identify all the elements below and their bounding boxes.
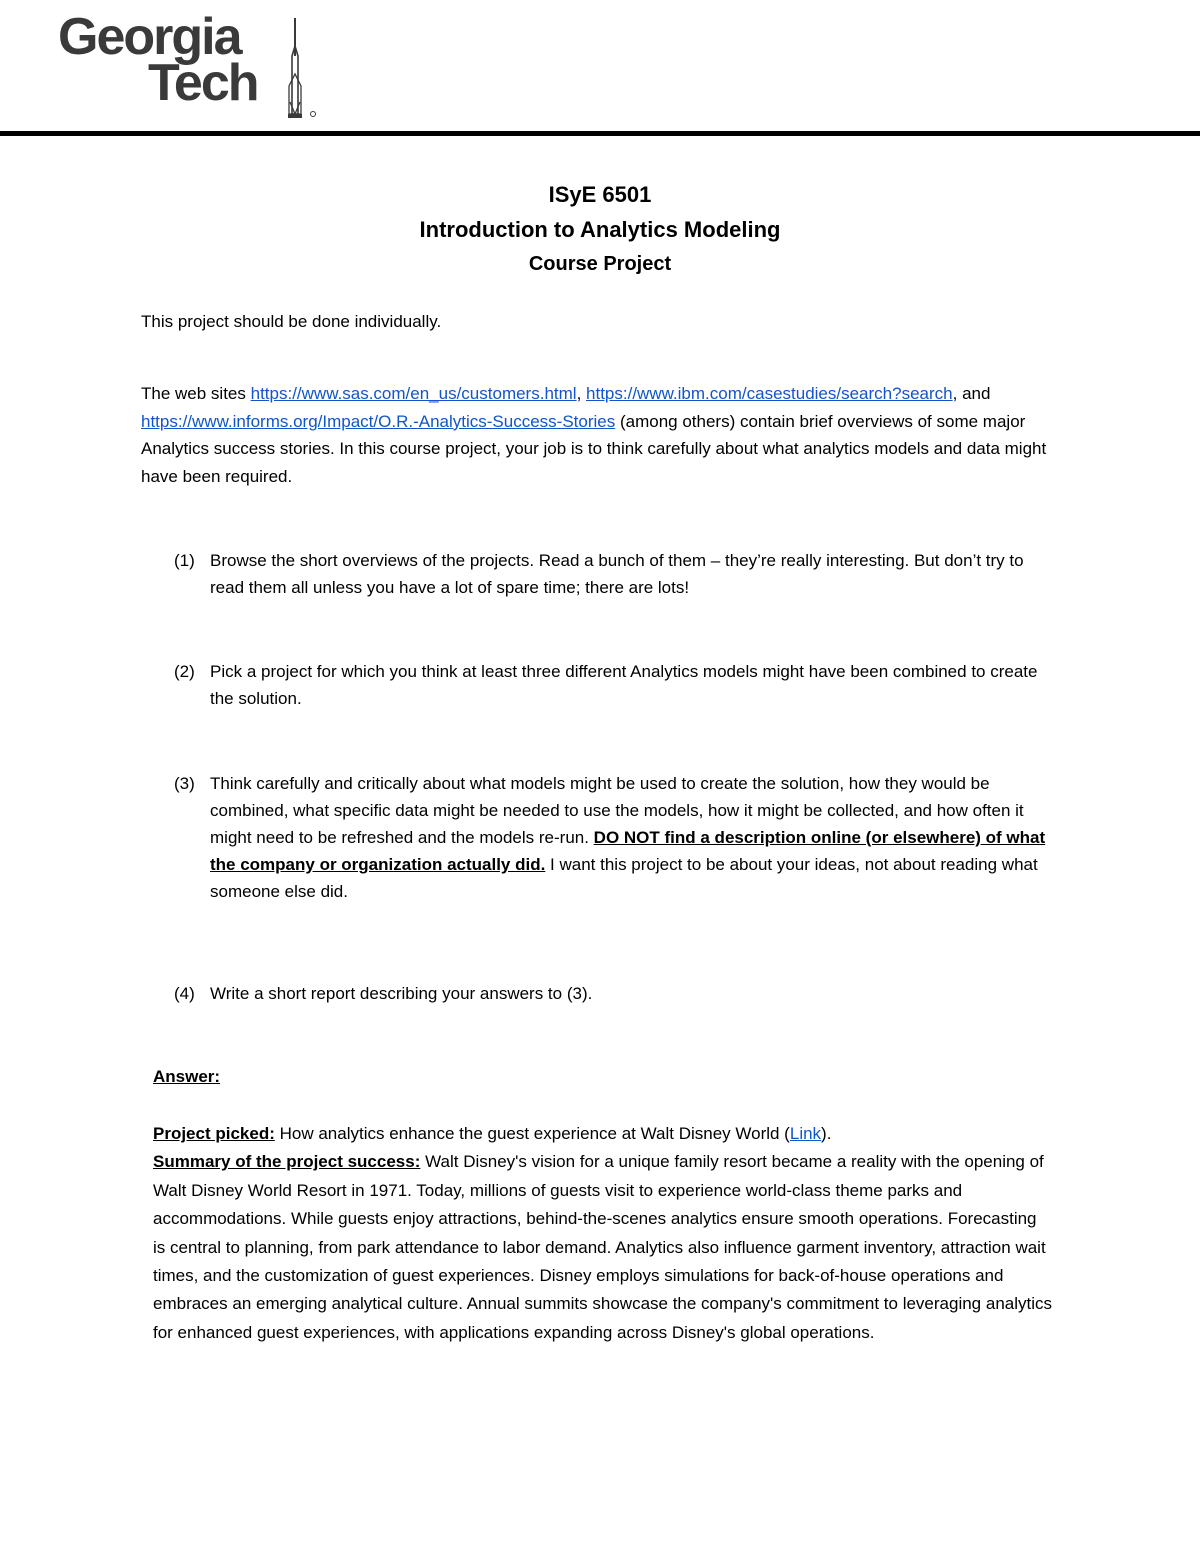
intro-paragraph: This project should be done individually.	[141, 312, 442, 331]
item-text: Browse the short overviews of the projects. Read a bunch of them – they’re really interesting. But don’t try to read them all unless you have a lot of spare time; there are lots!	[210, 551, 1024, 597]
page-header	[0, 0, 1200, 140]
list-item	[174, 547, 1054, 601]
item-number: (3)	[174, 774, 195, 793]
project-link[interactable]: Link	[789, 1124, 822, 1143]
logo-line-1: Georgia	[58, 8, 241, 66]
summary-label: Summary of the project success:	[153, 1152, 421, 1172]
item-text-main: Think carefully and critically about what models might be used to create the solution, how they would be combined, what specific data might be needed to use the models, how it might be collected, and how often it might need to be refreshed and the models re-run.	[210, 774, 1024, 847]
list-item	[174, 658, 1054, 712]
websites-suffix: (among others) contain brief overviews of some major Analytics success stories. In this course project, your job is to think carefully about what analytics models and data might have been required.	[141, 411, 1047, 486]
list-item	[174, 770, 1054, 905]
tech-tower-icon	[286, 16, 320, 122]
item-number: (4)	[174, 984, 195, 1003]
ibm-link[interactable]: https://www.ibm.com/casestudies/search?search	[586, 384, 953, 403]
title-block	[0, 178, 1200, 280]
header-rule	[0, 131, 1200, 136]
georgia-tech-logo	[58, 8, 338, 124]
answer-body	[153, 1120, 1053, 1347]
course-code: ISyE 6501	[548, 182, 652, 207]
item-text: Write a short report describing your answers to (3).	[210, 984, 593, 1003]
answer-heading-text: Answer:	[153, 1067, 221, 1086]
project-text: How analytics enhance the guest experience at Walt Disney World (	[274, 1124, 790, 1143]
logo-line-2: Tech	[148, 54, 258, 112]
item-number: (2)	[174, 662, 195, 681]
item-emphasis: DO NOT find a description online (or elsewhere) of what the company or organization actually did.	[210, 828, 1046, 874]
course-name: Introduction to Analytics Modeling	[419, 217, 781, 242]
item-text	[210, 770, 1054, 905]
informs-link[interactable]: https://www.informs.org/Impact/O.R.-Analytics-Success-Stories	[141, 411, 616, 431]
answer-heading	[153, 1063, 1053, 1091]
websites-sep-2: , and	[952, 384, 991, 403]
websites-prefix: The web sites	[141, 384, 251, 403]
project-end: ).	[821, 1124, 832, 1143]
summary-text: Walt Disney's vision for a unique family resort became a reality with the opening of Walt Disney World Resort in 1971. Today, millions of guests visit to experience world-class theme parks and accommodations. While guests enjoy attractions, behind-the-scenes analytics ensure smooth operations. Forecasting is central to planning, from park attendance to labor demand. Analytics also influence garment inventory, attraction wait times, and the customization of guest experiences. Disney employs simulations for back-of-house operations and embraces an emerging analytical culture. Annual summits showcase the company's commitment to leveraging analytics for enhanced guest experiences, with applications expanding across Disney's global operations.	[153, 1152, 1052, 1342]
project-label: Project picked:	[153, 1124, 275, 1143]
websites-paragraph	[141, 380, 1061, 490]
item-number: (1)	[174, 551, 195, 570]
item-text: Pick a project for which you think at least three different Analytics models might have been combined to create the solution.	[210, 662, 1038, 708]
sas-link[interactable]: https://www.sas.com/en_us/customers.html	[250, 384, 577, 403]
websites-sep-1: ,	[576, 384, 587, 403]
item-text-after: I want this project to be about your ideas, not about reading what someone else did.	[210, 855, 1038, 901]
list-item	[174, 980, 1054, 1007]
doc-type: Course Project	[528, 253, 672, 275]
